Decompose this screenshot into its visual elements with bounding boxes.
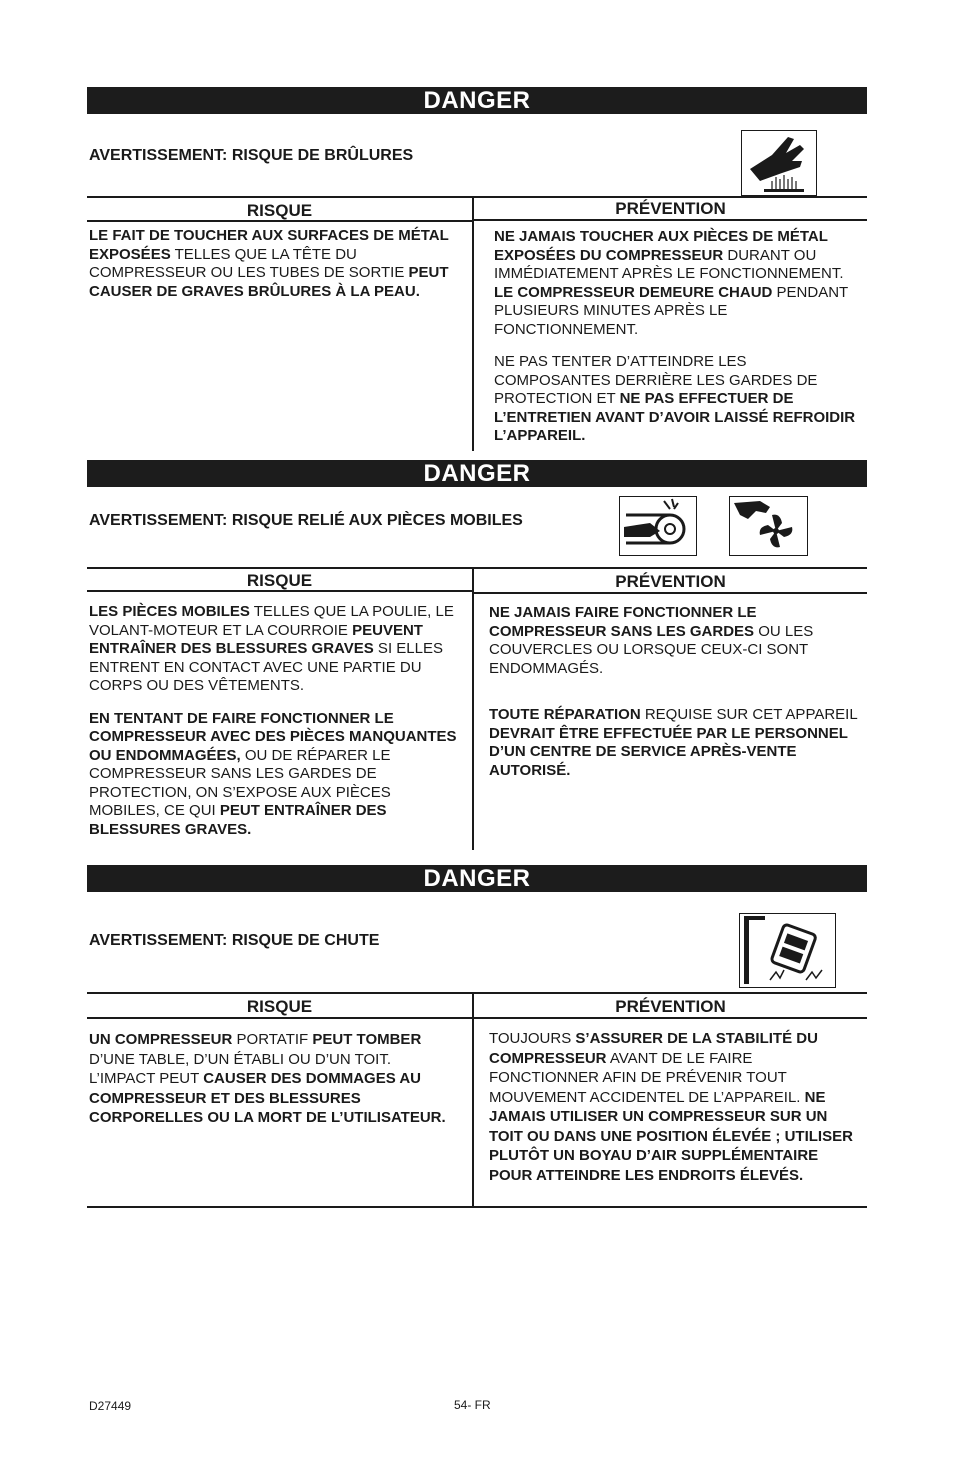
bold-text-run: PEUT CAUSER DE GRAVES BRÛLURES À LA PEAU. — [89, 264, 449, 300]
falling-compressor-icon — [739, 913, 836, 988]
risk-column-header-1: RISQUE — [246, 201, 313, 220]
bold-text-run: NE JAMAIS FAIRE FONCTIONNER LE COMPRESSEUR SANS LES GARDES — [489, 604, 757, 640]
text-run: TELLES QUE LA TÊTE DU COMPRESSEUR OU LES TUBES DE SORTIE — [89, 245, 409, 281]
bold-text-run: PEUT TOMBER — [312, 1031, 422, 1048]
text-run: AVANT DE LE FAIRE FONCTIONNER AFIN DE PRÉVENIR TOUT MOUVEMENT ACCIDENTEL DE L’APPAREIL. — [489, 1049, 805, 1106]
prevention-column-header-3: PRÉVENTION — [615, 997, 726, 1016]
prevention-text-moving-parts — [489, 604, 864, 780]
text-run: TOUJOURS — [489, 1030, 576, 1047]
paragraph — [489, 1029, 864, 1185]
risk-text-fall — [89, 1030, 461, 1128]
table-top-rule-3 — [87, 992, 867, 994]
text-run: PENDANT PLUSIEURS MINUTES APRÈS LE FONCTIONNEMENT. — [494, 283, 848, 338]
danger-banner-2: DANGER — [87, 460, 867, 487]
text-run: PORTATIF — [232, 1031, 313, 1048]
bold-text-run: DEVRAIT ÊTRE EFFECTUÉE PAR LE PERSONNEL D’UN CENTRE DE SERVICE APRÈS-VENTE AUTORISÉ. — [489, 724, 848, 779]
prevention-column-header-2: PRÉVENTION — [615, 572, 726, 591]
paragraph — [489, 604, 864, 678]
risk-column-header-3: RISQUE — [246, 997, 313, 1016]
column-divider-1 — [472, 196, 474, 451]
bold-text-run: NE JAMAIS TOUCHER AUX PIÈCES DE MÉTAL EXPOSÉES DU COMPRESSEUR — [494, 228, 828, 264]
prevention-text-burns — [494, 228, 859, 446]
text-run: DURANT OU IMMÉDIATEMENT APRÈS LE FONCTIONNEMENT. — [494, 246, 844, 282]
text-run: OU LES COUVERCLES OU LORSQUE CEUX-CI SONT ENDOMMAGÉS. — [489, 622, 814, 677]
column-divider-3 — [472, 992, 474, 1208]
hot-surface-hand-icon — [741, 130, 817, 196]
risk-header-rule-2 — [87, 590, 472, 592]
belt-pulley-hand-icon — [619, 496, 697, 556]
bold-text-run: NE PAS EFFECTUER DE L’ENTRETIEN AVANT D’AVOIR LAISSÉ REFROIDIR L’APPAREIL. — [494, 390, 856, 444]
bold-text-run: CAUSER DES DOMMAGES AU COMPRESSEUR ET DES BLESSURES CORPORELLES OU LA MORT DE L’UTILISATEUR. — [89, 1070, 446, 1126]
paragraph — [494, 228, 859, 339]
text-run: REQUISE SUR CET APPAREIL — [640, 706, 858, 723]
prevention-column-header-1: PRÉVENTION — [615, 199, 726, 218]
warning-heading-burns: AVERTISSEMENT: RISQUE DE BRÛLURES — [89, 147, 414, 164]
header-rule-3 — [87, 1017, 867, 1019]
page-number: 54- FR — [454, 1398, 491, 1412]
table-top-rule-1 — [87, 196, 867, 198]
paragraph — [89, 227, 461, 301]
risk-header-rule-1 — [87, 220, 472, 222]
bold-text-run: EN TENTANT DE FAIRE FONCTIONNER LE COMPRESSEUR AVEC DES PIÈCES MANQUANTES OU ENDOMMAGÉES, — [89, 709, 457, 764]
warning-heading-moving-parts: AVERTISSEMENT: RISQUE RELIÉ AUX PIÈCES MOBILES — [89, 512, 523, 529]
paragraph — [89, 1030, 461, 1128]
fan-hand-icon — [729, 496, 808, 556]
paragraph — [489, 706, 864, 780]
text-run: OU DE RÉPARER LE COMPRESSEUR SANS LES GARDES DE PROTECTION, ON S’EXPOSE AUX PIÈCES MOBILES, CE QUI — [89, 746, 391, 819]
risk-column-header-2: RISQUE — [246, 571, 313, 590]
text-run: SI ELLES ENTRENT EN CONTACT AVEC UNE PARTIE DU CORPS OU DES VÊTEMENTS. — [89, 640, 443, 694]
warning-heading-fall: AVERTISSEMENT: RISQUE DE CHUTE — [89, 932, 380, 949]
bold-text-run: LE COMPRESSEUR DEMEURE CHAUD — [494, 283, 773, 301]
prevention-header-rule-1 — [474, 219, 867, 221]
document-number: D27449 — [89, 1399, 132, 1413]
bold-text-run: UN COMPRESSEUR — [89, 1031, 233, 1048]
bold-text-run: LES PIÈCES MOBILES — [89, 603, 250, 620]
text-run: TELLES QUE LA POULIE, LE VOLANT-MOTEUR ET LA COURROIE — [89, 603, 454, 639]
table-top-rule-2 — [87, 567, 867, 569]
danger-banner-3: DANGER — [87, 865, 867, 892]
bold-text-run: NE JAMAIS UTILISER UN COMPRESSEUR SUR UN TOIT OU DANS UNE POSITION ÉLEVÉE ; UTILISER PLUTÔT UN BOYAU D’AIR SUPPLÉMENTAIRE POUR ATTEINDRE LES ENDROITS ÉLEVÉS. — [489, 1088, 853, 1184]
risk-text-burns — [89, 227, 461, 301]
bold-text-run: S’ASSURER DE LA STABILITÉ DU COMPRESSEUR — [489, 1030, 818, 1067]
bold-text-run: PEUVENT ENTRAÎNER DES BLESSURES GRAVES — [89, 621, 423, 657]
danger-banner-1: DANGER — [87, 87, 867, 114]
bold-text-run: TOUTE RÉPARATION — [489, 706, 641, 723]
table-bottom-rule-3 — [87, 1206, 867, 1208]
text-run: NE PAS TENTER D’ATTEINDRE LES COMPOSANTES DERRIÈRE LES GARDES DE PROTECTION ET — [494, 353, 818, 407]
text-run: D’UNE TABLE, D’UN ÉTABLI OU D’UN TOIT. L’IMPACT PEUT — [89, 1050, 391, 1087]
risk-text-moving-parts — [89, 603, 461, 839]
paragraph — [89, 710, 461, 840]
bold-text-run: PEUT ENTRAÎNER DES BLESSURES GRAVES. — [89, 802, 387, 838]
column-divider-2 — [472, 567, 474, 850]
prevention-text-fall — [489, 1029, 864, 1185]
prevention-header-rule-2 — [474, 592, 867, 594]
paragraph — [89, 603, 461, 696]
paragraph — [494, 353, 859, 446]
bold-text-run: LE FAIT DE TOUCHER AUX SURFACES DE MÉTAL EXPOSÉES — [89, 227, 449, 263]
